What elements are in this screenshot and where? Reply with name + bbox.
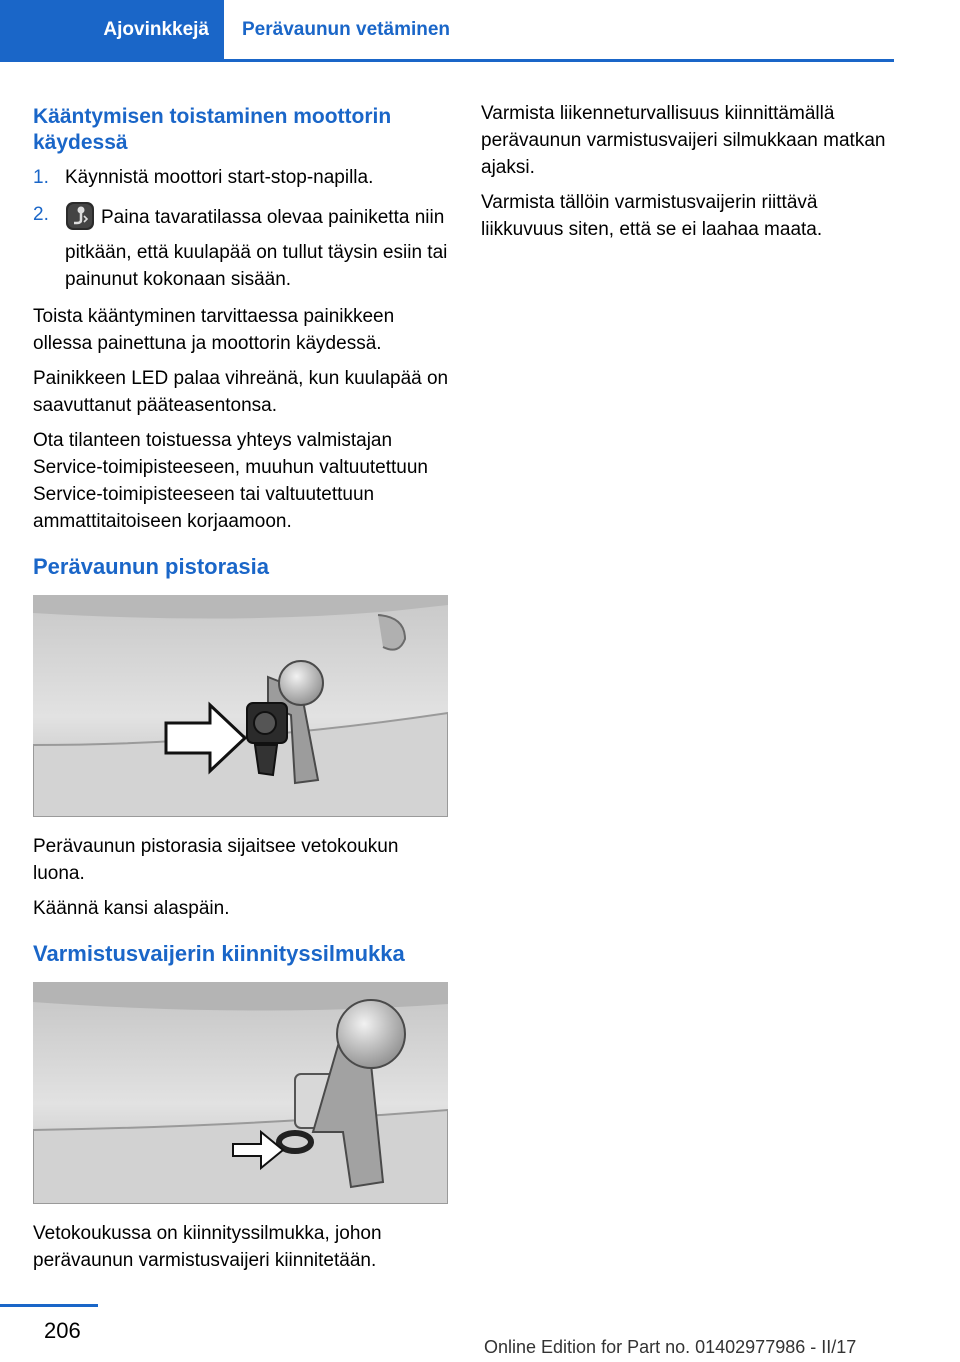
paragraph: Käännä kansi alaspäin. [33,898,230,919]
paragraph: Vetokoukussa on kiinnityssilmukka, johon perävaunun varmistusvaijeri kiinnitetään. [33,1223,382,1271]
step-text: Paina tavaratilassa olevaa painiketta niin pitkään, että kuulapää on tullut täysin esiin tai painunut kokonaan sisään. [65,207,448,290]
heading-repeat-turning: Kääntymisen toistaminen moottorin käydessä [33,105,392,154]
page-number: 206 [44,1318,81,1343]
heading-safety-cable-eyelet: Varmistusvaijerin kiinnityssilmukka [33,941,405,966]
steps-list [33,164,451,293]
trailer-hitch-button-icon [65,201,95,239]
step-number: 2. [33,204,49,225]
right-column [481,100,901,251]
paragraph: Varmista liikenneturvallisuus kiinnittämällä perävaunun varmistusvaijeri silmukkaan matkan ajaksi. [481,103,886,178]
trailer-socket-illustration [33,595,448,817]
edition-info: Online Edition for Part no. 01402977986 - II/17 [484,1337,857,1357]
list-item [33,201,451,293]
tab-peravaunun-vetaminen[interactable]: Perävaunun vetäminen [242,19,451,40]
paragraph: Ota tilanteen toistuessa yhteys valmistajan Service-toimipisteeseen, muuhun valtuutettuun Service-toimipisteeseen tai valtuutettuun ammattitaitoiseen korjaamoon. [33,430,429,532]
footer-rule [0,1304,98,1307]
tab-ajovinkkeja[interactable]: Ajovinkkejä [0,0,224,59]
paragraph: Painikkeen LED palaa vihreänä, kun kuulapää on saavuttanut pääteasentonsa. [33,368,449,416]
step-number: 1. [33,167,49,188]
header-bar [0,0,894,62]
heading-trailer-socket: Perävaunun pistorasia [33,554,269,579]
step-text: Käynnistä moottori start-stop-napilla. [65,167,374,188]
paragraph: Perävaunun pistorasia sijaitsee vetokoukun luona. [33,836,399,884]
list-item [33,164,451,191]
left-column [33,100,451,1282]
paragraph: Toista kääntyminen tarvittaessa painikkeen ollessa painettuna ja moottorin käydessä. [33,306,395,354]
paragraph: Varmista tällöin varmistusvaijerin riittävä liikkuvuus siten, että se ei laahaa maata. [481,192,823,240]
safety-cable-eyelet-illustration [33,982,448,1204]
